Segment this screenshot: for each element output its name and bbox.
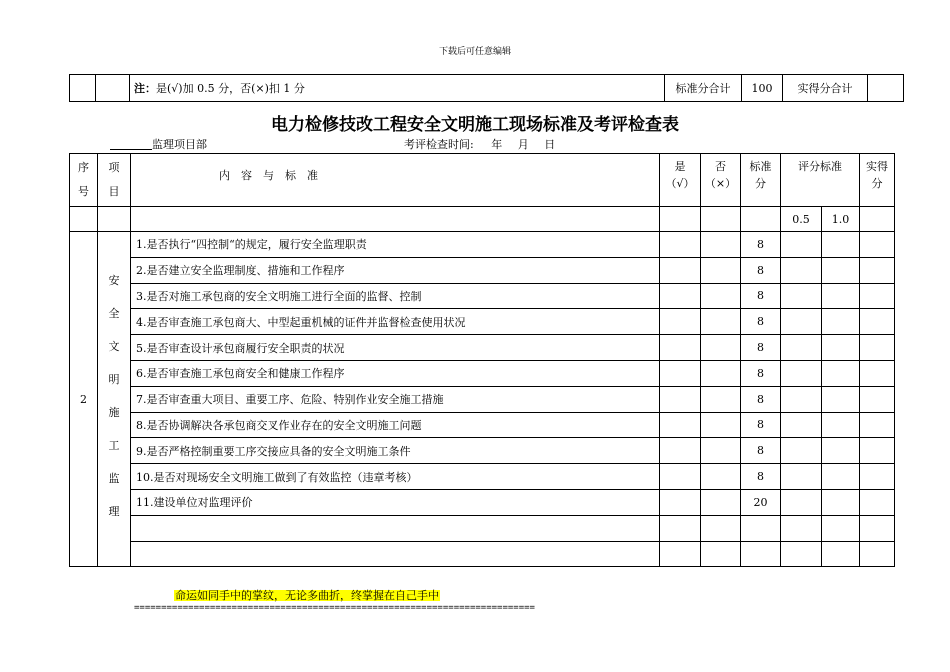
yes-cell (660, 412, 701, 438)
std-score-cell: 8 (741, 335, 781, 361)
section-item-char: 理 (108, 505, 120, 519)
rating-half-cell (781, 309, 822, 335)
no-cell (701, 412, 741, 438)
yes-cell (660, 515, 701, 541)
rating-one-cell (822, 257, 860, 283)
std-score-cell: 8 (741, 360, 781, 386)
actual-score-cell (860, 489, 895, 515)
rating-one-cell (822, 541, 860, 567)
std-score-cell (741, 515, 781, 541)
no-cell (701, 283, 741, 309)
actual-total-label: 实得分合计 (783, 75, 868, 102)
criterion-text: 6.是否审查施工承包商安全和健康工作程序 (131, 360, 660, 386)
rating-one-cell (822, 386, 860, 412)
std-score-cell: 8 (741, 232, 781, 258)
rating-half: 0.5 (781, 207, 822, 232)
section-item-char: 工 (108, 439, 120, 453)
criterion-text: 2.是否建立安全监理制度、措施和工作程序 (131, 257, 660, 283)
date-day: 日 (544, 138, 556, 151)
yes-cell (660, 257, 701, 283)
std-score-cell: 8 (741, 386, 781, 412)
table-row (70, 541, 895, 567)
section-item-char: 监 (108, 472, 120, 486)
std-score-cell: 8 (741, 438, 781, 464)
no-cell (701, 309, 741, 335)
header-content: 内 容 与 标 准 (131, 154, 660, 207)
header-rating: 评分标准 (781, 154, 860, 207)
header-item: 项 目 (98, 154, 131, 207)
rating-half-cell (781, 335, 822, 361)
criterion-text: 5.是否审查设计承包商履行安全职责的状况 (131, 335, 660, 361)
table-row (70, 489, 895, 515)
summary-blank-cell (96, 75, 130, 102)
blank-cell (741, 207, 781, 232)
date-label: 考评检查时间: (404, 138, 474, 151)
criterion-text: 11.建设单位对监理评价 (131, 489, 660, 515)
scoring-note (130, 75, 665, 102)
yes-cell (660, 335, 701, 361)
actual-score-cell (860, 412, 895, 438)
blank-cell (660, 207, 701, 232)
std-score-cell: 8 (741, 412, 781, 438)
date-year: 年 (491, 138, 503, 151)
rating-half-cell (781, 360, 822, 386)
rating-one-cell (822, 464, 860, 490)
no-cell (701, 541, 741, 567)
rating-half-cell (781, 541, 822, 567)
criterion-text (131, 515, 660, 541)
header-no: 否 （×） (701, 154, 741, 207)
blank-cell (701, 207, 741, 232)
actual-score-cell (860, 309, 895, 335)
dept-suffix: 监理项目部 (152, 138, 207, 151)
header-actual: 实得 分 (860, 154, 895, 207)
criterion-text (131, 541, 660, 567)
footer-rule: ========================================================================== (134, 603, 535, 613)
table-row (70, 464, 895, 490)
no-cell (701, 438, 741, 464)
actual-total-value (868, 75, 904, 102)
yes-cell (660, 386, 701, 412)
rating-one-cell (822, 232, 860, 258)
actual-score-cell (860, 386, 895, 412)
std-score-cell (741, 541, 781, 567)
criterion-text: 3.是否对施工承包商的安全文明施工进行全面的监督、控制 (131, 283, 660, 309)
section-item-char: 安 (108, 274, 120, 288)
no-cell (701, 257, 741, 283)
criterion-text: 8.是否协调解决各承包商交叉作业存在的安全文明施工问题 (131, 412, 660, 438)
summary-blank-cell (70, 75, 96, 102)
yes-cell (660, 360, 701, 386)
actual-score-cell (860, 257, 895, 283)
section-item-char: 明 (108, 373, 120, 387)
std-score-cell: 8 (741, 283, 781, 309)
blank-cell (860, 207, 895, 232)
table-row (70, 283, 895, 309)
section-item-char: 文 (108, 340, 120, 354)
rating-one-cell (822, 438, 860, 464)
note-text: 是(√)加 0.5 分，否(×)扣 1 分 (156, 82, 305, 95)
std-score-cell: 20 (741, 489, 781, 515)
note-label: 注： (134, 82, 156, 95)
yes-cell (660, 489, 701, 515)
std-total-label: 标准分合计 (665, 75, 742, 102)
section-item (98, 232, 131, 567)
blank-cell (70, 207, 98, 232)
rating-half-cell (781, 257, 822, 283)
no-cell (701, 360, 741, 386)
no-cell (701, 386, 741, 412)
std-score-cell: 8 (741, 464, 781, 490)
yes-cell (660, 541, 701, 567)
rating-half-cell (781, 515, 822, 541)
header-yes: 是 （√） (660, 154, 701, 207)
page-title: 电力检修技改工程安全文明施工现场标准及考评检查表 (271, 115, 679, 135)
yes-cell (660, 438, 701, 464)
rating-one-cell (822, 335, 860, 361)
header-note: 下载后可任意编辑 (438, 47, 511, 57)
header-seq: 序 号 (70, 154, 98, 207)
summary-table (69, 74, 904, 102)
blank-cell (131, 207, 660, 232)
criterion-text: 7.是否审查重大项目、重要工序、危险、特别作业安全施工措施 (131, 386, 660, 412)
rating-one-cell (822, 515, 860, 541)
rating-half-cell (781, 438, 822, 464)
yes-cell (660, 232, 701, 258)
actual-score-cell (860, 283, 895, 309)
rating-one-cell (822, 489, 860, 515)
actual-score-cell (860, 360, 895, 386)
yes-cell (660, 283, 701, 309)
rating-half-cell (781, 412, 822, 438)
actual-score-cell (860, 464, 895, 490)
actual-score-cell (860, 515, 895, 541)
rating-one-cell (822, 283, 860, 309)
std-total-value: 100 (742, 75, 783, 102)
table-row (70, 257, 895, 283)
no-cell (701, 232, 741, 258)
rating-half-cell (781, 386, 822, 412)
table-row (70, 438, 895, 464)
no-cell (701, 335, 741, 361)
rating-half-cell (781, 464, 822, 490)
no-cell (701, 489, 741, 515)
no-cell (701, 464, 741, 490)
section-seq: 2 (70, 232, 98, 567)
rating-one: 1.0 (822, 207, 860, 232)
rating-half-cell (781, 489, 822, 515)
std-score-cell: 8 (741, 309, 781, 335)
rating-half-cell (781, 283, 822, 309)
rating-one-cell (822, 412, 860, 438)
criterion-text: 4.是否审查施工承包商大、中型起重机械的证件并监督检查使用状况 (131, 309, 660, 335)
criterion-text: 9.是否严格控制重要工序交接应具备的安全文明施工条件 (131, 438, 660, 464)
criterion-text: 10.是否对现场安全文明施工做到了有效监控（违章考核） (131, 464, 660, 490)
table-row (70, 232, 895, 258)
table-row (70, 412, 895, 438)
yes-cell (660, 464, 701, 490)
date-line (404, 139, 555, 150)
dept-line (110, 139, 207, 150)
section-item-char: 全 (108, 307, 120, 321)
rating-one-cell (822, 309, 860, 335)
actual-score-cell (860, 232, 895, 258)
section-item-char: 施 (108, 406, 120, 420)
table-row (70, 360, 895, 386)
rating-half-cell (781, 232, 822, 258)
header-std-score: 标准 分 (741, 154, 781, 207)
actual-score-cell (860, 335, 895, 361)
inspection-table (69, 153, 895, 567)
date-month: 月 (517, 138, 529, 151)
actual-score-cell (860, 438, 895, 464)
criterion-text: 1.是否执行“四控制“的规定，履行安全监理职责 (131, 232, 660, 258)
std-score-cell: 8 (741, 257, 781, 283)
rating-one-cell (822, 360, 860, 386)
actual-score-cell (860, 541, 895, 567)
table-row (70, 309, 895, 335)
table-row (70, 515, 895, 541)
table-row (70, 386, 895, 412)
blank-cell (98, 207, 131, 232)
dept-blank (110, 139, 152, 150)
no-cell (701, 515, 741, 541)
table-row (70, 335, 895, 361)
footer-motto: 命运如同手中的掌纹，无论多曲折，终掌握在自己手中 (175, 589, 439, 602)
yes-cell (660, 309, 701, 335)
